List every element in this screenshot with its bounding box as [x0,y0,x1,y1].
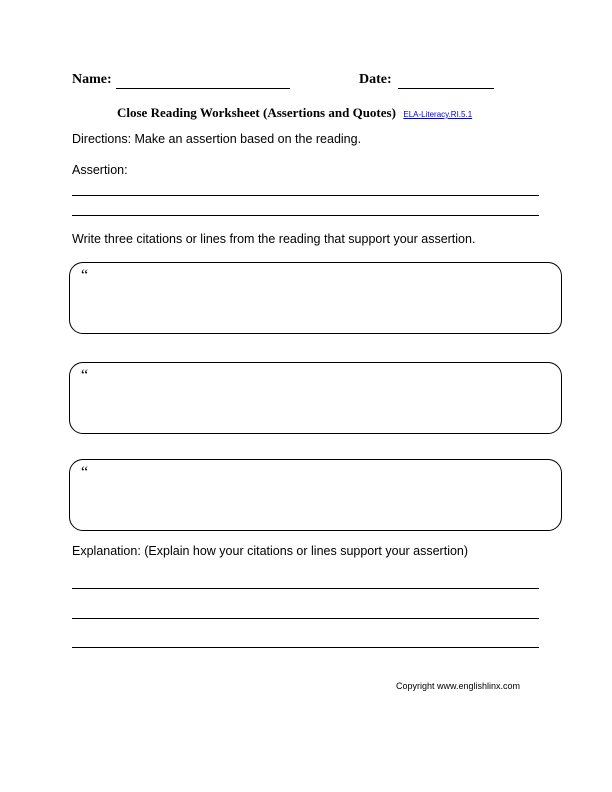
quote-mark: “ [81,267,89,284]
support-instruction: Write three citations or lines from the reading that support your assertion. [72,232,476,246]
name-blank-line [116,88,290,89]
date-blank-line [398,88,494,89]
quote-box-1[interactable] [69,262,562,334]
explanation-label: Explanation: (Explain how your citations or lines support your assertion) [72,544,469,558]
explanation-line [72,618,539,619]
assertion-line [72,215,539,216]
standard-link[interactable]: ELA-Literacy.RI.5.1 [403,110,473,119]
date-label: Date: [359,72,392,87]
worksheet-title: Close Reading Worksheet (Assertions and Quotes) [117,105,396,120]
title-row [117,104,472,122]
copyright-footer: Copyright www.englishlinx.com [396,681,521,691]
assertion-label: Assertion: [72,163,128,177]
directions-text: Directions: Make an assertion based on the reading. [72,132,362,146]
name-label: Name: [72,72,112,87]
quote-mark: “ [81,464,89,481]
quote-box-3[interactable] [69,459,562,531]
quote-mark: “ [81,367,89,384]
assertion-line [72,195,539,196]
explanation-line [72,588,539,589]
quote-box-2[interactable] [69,362,562,434]
explanation-line [72,647,539,648]
